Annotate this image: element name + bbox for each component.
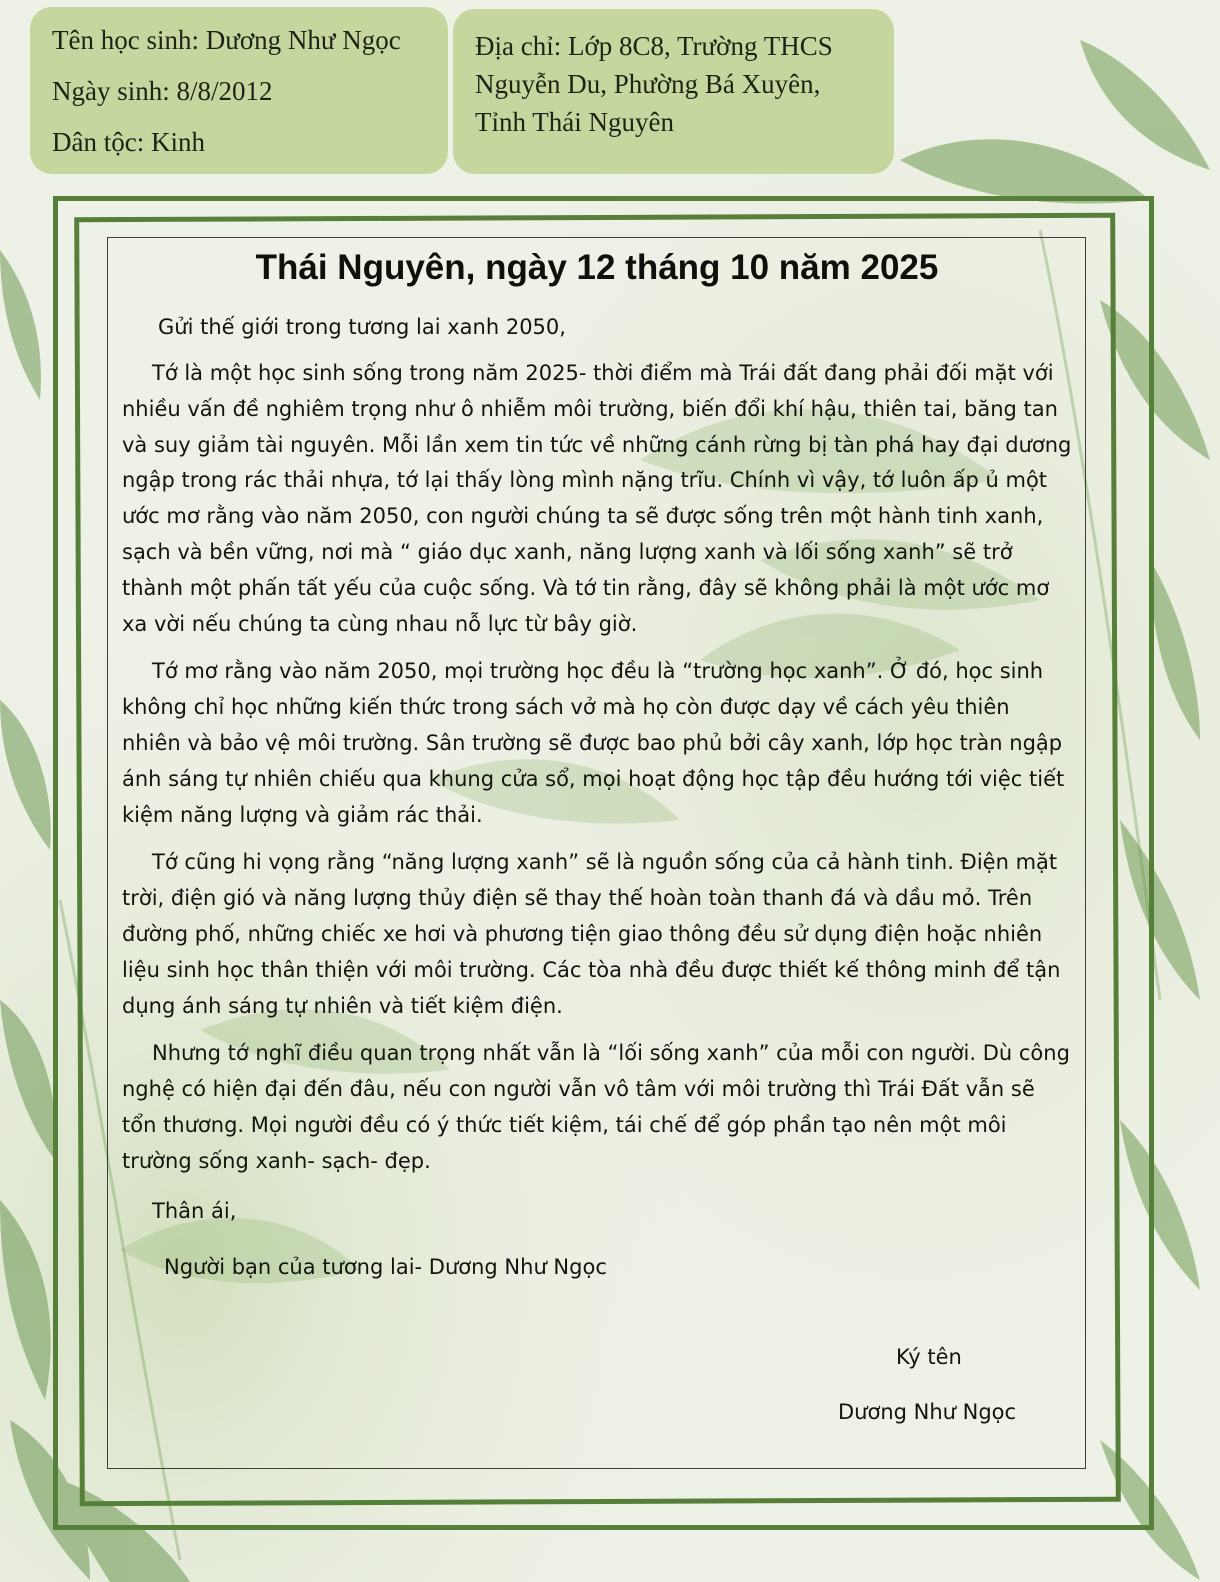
student-birthdate: Ngày sinh: 8/8/2012 xyxy=(52,76,273,106)
student-info-card xyxy=(30,7,448,174)
letter-paragraph: Tớ là một học sinh sống trong năm 2025- thời điểm mà Trái đất đang phải đối mặt với nhiều vấn đề nghiêm trọng như ô nhiễm môi trường, biến đổi khí hậu, thiên tai, băng tan và suy giảm tài nguyên. Mỗi lần xem tin tức về những cánh rừng bị tàn phá hay đại dương ngập trong rác thải nhựa, tớ lại thấy lòng mình nặng trĩu. Chính vì vậy, tớ luôn ấp ủ một ước mơ rằng vào năm 2050, con người chúng ta sẽ được sống trên một hành tinh xanh, sạch và bền vững, nơi mà “ giáo dục xanh, năng lượng xanh và lối sống xanh” sẽ trở thành một phấn tất yếu của cuộc sống. Và tớ tin rằng, đây sẽ không phải là một ước mơ xa vời nếu chúng ta cùng nhau nỗ lực từ bây giờ. xyxy=(122,361,1072,636)
signature-name: Dương Như Ngọc xyxy=(838,1400,1017,1424)
letter-closing: Thân ái, xyxy=(152,1198,237,1223)
letter-sender: Người bạn của tương lai- Dương Như Ngọc xyxy=(164,1254,607,1279)
letter-body xyxy=(122,240,1072,1284)
letter-paragraph: Tớ mơ rằng vào năm 2050, mọi trường học đều là “trường học xanh”. Ở đó, học sinh không chỉ học những kiến thức trong sách vở mà họ còn được dạy về cách yêu thiên nhiên và bảo vệ môi trường. Sân trường sẽ được bao phủ bởi cây xanh, lớp học tràn ngập ánh sáng tự nhiên chiếu qua khung cửa sổ, mọi hoạt động học tập đều hướng tới việc tiết kiệm năng lượng và giảm rác thải. xyxy=(122,659,1065,827)
address-line: Tỉnh Thái Nguyên xyxy=(475,107,674,137)
address-card xyxy=(453,9,894,174)
signature-label: Ký tên xyxy=(896,1345,962,1369)
student-name: Tên học sinh: Dương Như Ngọc xyxy=(52,25,401,55)
letter-paragraph: Nhưng tớ nghĩ điều quan trọng nhất vẫn là “lối sống xanh” của mỗi con người. Dù công nghệ có hiện đại đến đâu, nếu con người vẫn vô tâm với môi trường thì Trái Đất vẫn sẽ tổn thương. Mọi người đều có ý thức tiết kiệm, tái chế để góp phần tạo nên một môi trường sống xanh- sạch- đẹp. xyxy=(122,1041,1070,1173)
letter-paragraph: Tớ cũng hi vọng rằng “năng lượng xanh” sẽ là nguồn sống của cả hành tinh. Điện mặt trời, điện gió và năng lượng thủy điện sẽ thay thế hoàn toàn thanh đá và dầu mỏ. Trên đường phố, những chiếc xe hơi và phương tiện giao thông đều sử dụng điện hoặc nhiên liệu sinh học thân thiện với môi trường. Các tòa nhà đều được thiết kế thông minh để tận dụng ánh sáng tự nhiên và tiết kiệm điện. xyxy=(122,850,1061,1018)
address-line: Địa chỉ: Lớp 8C8, Trường THCS xyxy=(475,31,833,61)
letter-date-title: Thái Nguyên, ngày 12 tháng 10 năm 2025 xyxy=(255,248,939,287)
letter-greeting: Gửi thế giới trong tương lai xanh 2050, xyxy=(158,315,566,339)
student-ethnicity: Dân tộc: Kinh xyxy=(52,127,205,157)
address-line: Nguyễn Du, Phường Bá Xuyên, xyxy=(475,69,821,99)
